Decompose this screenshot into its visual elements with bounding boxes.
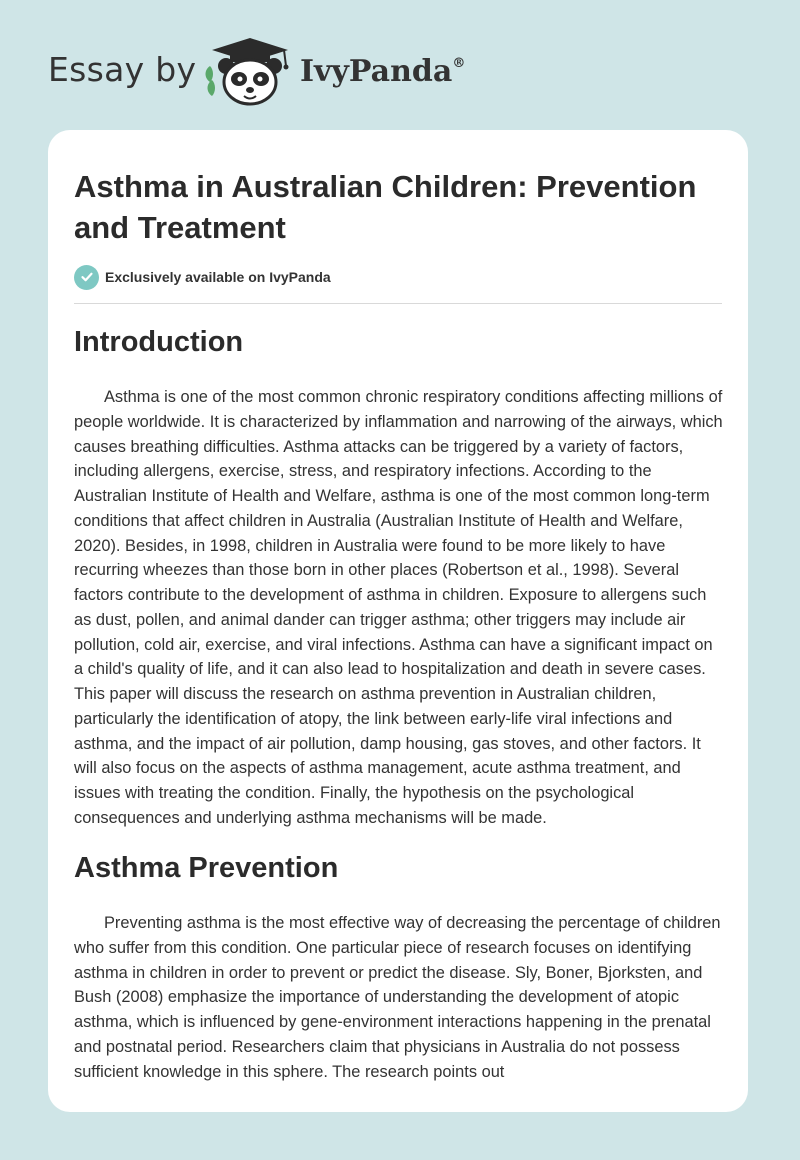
- essay-by-label: Essay by: [48, 50, 197, 89]
- section-paragraph-introduction: Asthma is one of the most common chronic respiratory conditions affecting millions of people worldwide. It is characterized by inflammation and narrowing of the airways, which causes breathing difficulties. Asthma attacks can be triggered by a variety of factors, including allergens, exercise, stress, and respiratory infections. According to the Australian Institute of Health and Welfare, asthma is one of the most common long-term conditions that affect children in Australia (Australian Institute of Health and Welfare, 2020). Besides, in 1998, children in Australia were found to be more likely to have recurring wheezes than those born in other places (Robertson et al., 1998). Several factors contribute to the development of asthma in children. Exposure to allergens such as dust, pollen, and animal dander can trigger asthma; other triggers may include air pollution, cold air, exercise, and viral infections. Asthma can have a significant impact on a child's quality of life, and it can also lead to hospitalization and death in severe cases. This paper will discuss the research on asthma prevention in Australian children, particularly the identification of atopy, the link between early-life viral infections and asthma, and the impact of air pollution, damp housing, gas stoves, and other factors. It will also focus on the aspects of asthma management, acute asthma treatment, and issues with treating the condition. Finally, the hypothesis on the psychological consequences and underlying asthma mechanisms will be made.: [74, 388, 723, 827]
- section-heading-introduction: Introduction: [74, 326, 244, 358]
- exclusive-badge: [74, 264, 331, 290]
- exclusive-badge-label: Exclusively available on IvyPanda: [105, 269, 331, 285]
- panda-logo-icon[interactable]: [200, 36, 300, 108]
- article-title: Asthma in Australian Children: Prevention and Treatment: [74, 169, 697, 245]
- site-header: [0, 0, 800, 130]
- brand-name[interactable]: IvyPanda®: [300, 54, 466, 89]
- check-circle-icon: [74, 265, 99, 290]
- title-divider: [74, 303, 722, 304]
- section-paragraph-asthma-prevention: Preventing asthma is the most effective way of decreasing the percentage of children who suffer from this condition. One particular piece of research focuses on identifying asthma in children in order to prevent or predict the disease. Sly, Boner, Bjorksten, and Bush (2008) emphasize the importance of understanding the development of atopic asthma, which is influenced by gene-environment interactions happening in the prenatal and postnatal period. Researchers claim that physicians in Australia do not possess sufficient knowledge in this sphere. The research points out: [74, 914, 721, 1081]
- section-heading-asthma-prevention: Asthma Prevention: [74, 852, 339, 884]
- article-card: [48, 130, 748, 1112]
- registered-mark: ®: [452, 56, 466, 71]
